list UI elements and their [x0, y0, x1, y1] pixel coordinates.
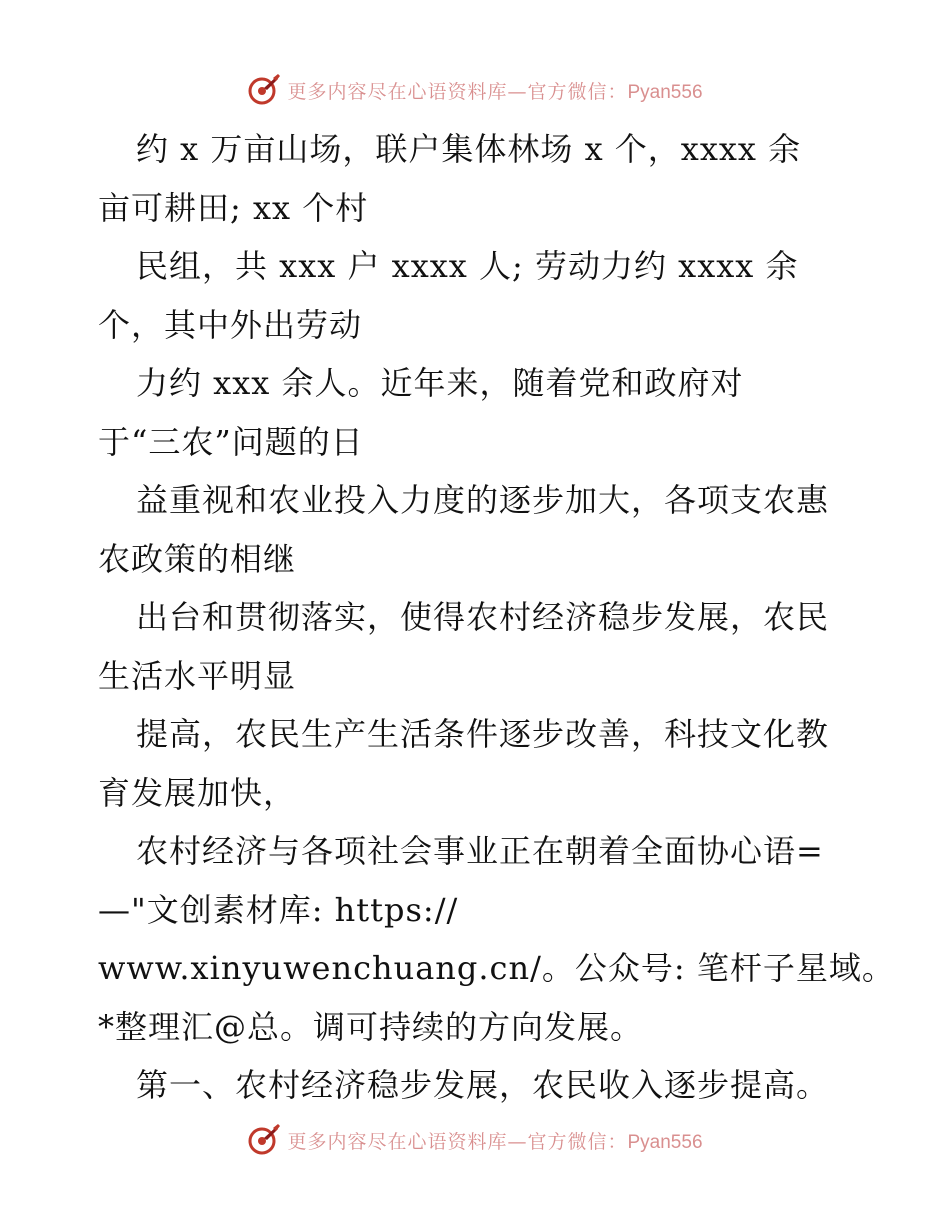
text-line: 亩可耕田; xx 个村 — [98, 188, 369, 227]
text-line: 出台和贯彻落实，使得农村经济稳步发展，农民 — [136, 598, 830, 636]
banner-wechat-id: Pyan556 — [627, 81, 703, 103]
text-line: 于“三农”问题的日 — [98, 422, 364, 461]
text-line: 农政策的相继 — [98, 539, 297, 578]
footer-watermark-banner — [0, 1120, 950, 1160]
text-line: 个，其中外出劳动 — [98, 305, 363, 344]
pen-nib-logo-icon — [247, 73, 281, 107]
text-line: 益重视和农业投入力度的逐步加大，各项支农惠 — [136, 481, 830, 519]
text-line: 育发展加快， — [98, 773, 297, 812]
text-line: *整理汇@总。调可持续的方向发展。 — [98, 1007, 644, 1046]
banner-label: 更多内容尽在心语资料库—官方微信： — [287, 80, 628, 103]
text-line: 第一、农村经济稳步发展，农民收入逐步提高。 — [136, 1066, 830, 1104]
text-line: —"文创素材库: https:// — [98, 890, 459, 929]
text-line: 生活水平明显 — [98, 656, 297, 695]
banner-text — [287, 77, 702, 104]
text-line: 约 x 万亩山场，联户集体林场 x 个，xxxx 余 — [136, 130, 802, 168]
pen-nib-logo-icon — [247, 1123, 281, 1157]
document-body — [98, 120, 895, 1115]
text-line: 民组，共 xxx 户 xxxx 人; 劳动力约 xxxx 余 — [136, 247, 799, 285]
text-line: 提高，农民生产生活条件逐步改善，科技文化教 — [136, 715, 830, 753]
banner-wechat-id: Pyan556 — [627, 1131, 703, 1153]
text-line: www.xinyuwenchuang.cn/。公众号: 笔杆子星域。 — [98, 949, 895, 987]
header-watermark-banner — [0, 70, 950, 110]
banner-text — [287, 1127, 702, 1154]
text-line: 农村经济与各项社会事业正在朝着全面协心语= — [136, 832, 824, 870]
text-line: 力约 xxx 余人。近年来，随着党和政府对 — [136, 364, 744, 402]
banner-label: 更多内容尽在心语资料库—官方微信： — [287, 1130, 628, 1153]
